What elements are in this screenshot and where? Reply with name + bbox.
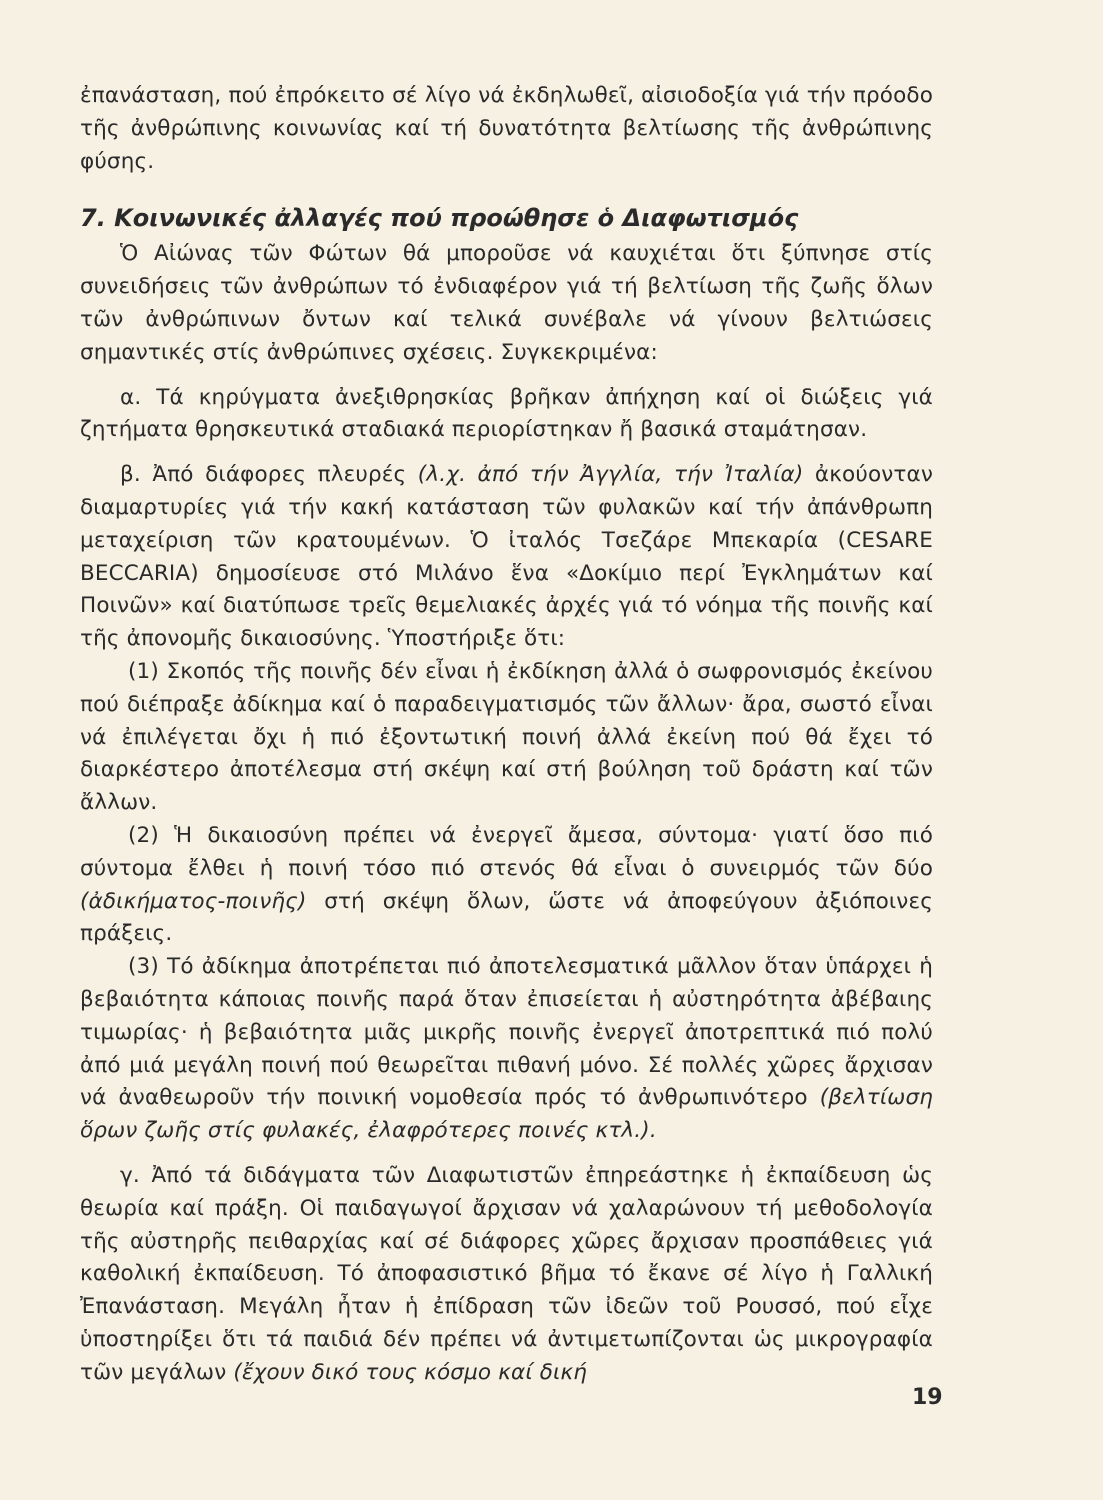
page-number: 19 <box>912 1385 943 1410</box>
item-c-text-start: γ. Ἀπό τά διδάγματα τῶν Διαφωτιστῶν ἐπηρεάστηκε ἡ ἐκπαίδευση ὡς θεωρία καί πράξη. Οἱ παιδαγωγοί ἄρχισαν νά χαλαρώνουν τή μεθοδολογία τῆς αὐστηρῆς πειθαρχίας καί σέ διάφορες χῶρες ἄρχισαν προσπάθειες γιά καθολική ἐκπαίδευση. Τό ἀποφασιστικό βῆμα τό ἔκανε σέ λίγο ἡ Γαλλική Ἐπανάσταση. Μεγάλη ἦταν ἡ ἐπίδραση τῶν ἰδεῶν τοῦ Ρουσσό, πού εἶχε ὑποστηρίξει ὅτι τά παιδιά δέν πρέπει νά ἀντιμετωπίζονται ὡς μικρογραφία τῶν μεγάλων <box>80 1162 933 1385</box>
point-2-text-rest: στή σκέψη ὅλων, ὥστε νά ἀποφεύγουν ἀξιόποινες πράξεις. <box>80 888 933 947</box>
item-b-text-rest: ἀκούονταν διαμαρτυρίες γιά τήν κακή κατάσταση τῶν φυλακῶν καί τήν ἀπάνθρωπη μεταχείριση τῶν κρατουμένων. Ὁ ἰταλός Τσεζάρε Μπεκαρία (CESARE BECCARIA) δημοσίευσε στό Μιλάνο ἕνα «Δοκίμιο περί Ἐγκλημάτων καί Ποινῶν» καί διατύπωσε τρεῖς θεμελιακές ἀρχές γιά τό νόημα τῆς ποινῆς καί τῆς ἀπονομῆς δικαιοσύνης. Ὑποστήριξε ὅτι: <box>80 462 933 652</box>
item-c-italic-note: (ἔχουν δικό τους κόσμο καί δική <box>233 1359 588 1385</box>
item-a-paragraph: α. Τά κηρύγματα ἀνεξιθρησκίας βρῆκαν ἀπήχηση καί οἱ διώξεις γιά ζητήματα θρησκευτικά σταδιακά περιορίστηκαν ἤ βασικά σταμάτησαν. <box>80 384 933 443</box>
point-3-text-start: (3) Τό ἀδίκημα ἀποτρέπεται πιό ἀποτελεσματικά μᾶλλον ὅταν ὑπάρχει ἡ βεβαιότητα κάποιας ποινῆς παρά ὅταν ἐπισείεται ἡ αὐστηρότητα ἀβέβαιης τιμωρίας· ἡ βεβαιότητα μιᾶς μικρῆς ποινῆς ἐνεργεῖ ἀποτρεπτικά πιό πολύ ἀπό μιά μεγάλη ποινή πού θεωρεῖται πιθανή μόνο. Σέ πολλές χῶρες ἄρχισαν νά ἀναθεωροῦν τήν ποινική νομοθεσία πρός τό ἀνθρωπινότερο <box>80 954 933 1111</box>
point-3-paragraph <box>80 951 933 1148</box>
intro-paragraph: ἐπανάσταση, πού ἐπρόκειτο σέ λίγο νά ἐκδηλωθεῖ, αἰσιοδοξία γιά τήν πρόοδο τῆς ἀνθρώπινης κοινωνίας καί τή δυνατότητα βελτίωσης τῆς ἀνθρώπινης φύσης. <box>80 83 933 174</box>
point-3-italic-note: (βελτίωση ὅρων ζωῆς στίς φυλακές, ἐλαφρότερες ποινές κτλ.). <box>80 1085 933 1144</box>
point-2-italic-note: (ἀδικήματος-ποινῆς) <box>80 888 307 914</box>
item-c-paragraph <box>80 1160 933 1390</box>
point-1-paragraph: (1) Σκοπός τῆς ποινῆς δέν εἶναι ἡ ἐκδίκηση ἀλλά ὁ σωφρονισμός ἐκείνου πού διέπραξε ἀδίκημα καί ὁ παραδειγματισμός τῶν ἄλλων· ἄρα, σωστό εἶναι νά ἐπιλέγεται ὄχι ἡ πιό ἐξοντωτική ποινή ἀλλά ἐκείνη πού θά ἔχει τό διαρκέστερο ἀποτέλεσμα στή σκέψη καί στή βούληση τοῦ δράστη καί τῶν ἄλλων. <box>80 658 933 816</box>
point-2-text-start: (2) Ἡ δικαιοσύνη πρέπει νά ἐνεργεῖ ἄμεσα, σύντομα· γιατί ὅσο πιό σύντομα ἔλθει ἡ ποινή τόσο πιό στενός θά εἶναι ὁ συνειρμός τῶν δύο <box>80 822 933 881</box>
item-b-paragraph <box>80 459 933 656</box>
item-b-italic-note: (λ.χ. ἀπό τήν Ἀγγλία, τήν Ἰταλία) <box>417 462 804 488</box>
lead-paragraph: Ὁ Αἰώνας τῶν Φώτων θά μποροῦσε νά καυχιέται ὅτι ξύπνησε στίς συνειδήσεις τῶν ἀνθρώπων τό ἐνδιαφέρον γιά τή βελτίωση τῆς ζωῆς ὅλων τῶν ἀνθρώπινων ὄντων καί τελικά συνέβαλε νά γίνουν βελτιώσεις σημαντικές στίς ἀνθρώπινες σχέσεις. Συγκεκριμένα: <box>80 241 933 365</box>
item-b-text-start: β. Ἀπό διάφορες πλευρές <box>120 462 418 488</box>
point-2-paragraph <box>80 820 933 951</box>
section-heading: 7. Κοινωνικές ἀλλαγές πού προώθησε ὁ Διαφωτισμός <box>80 204 799 233</box>
